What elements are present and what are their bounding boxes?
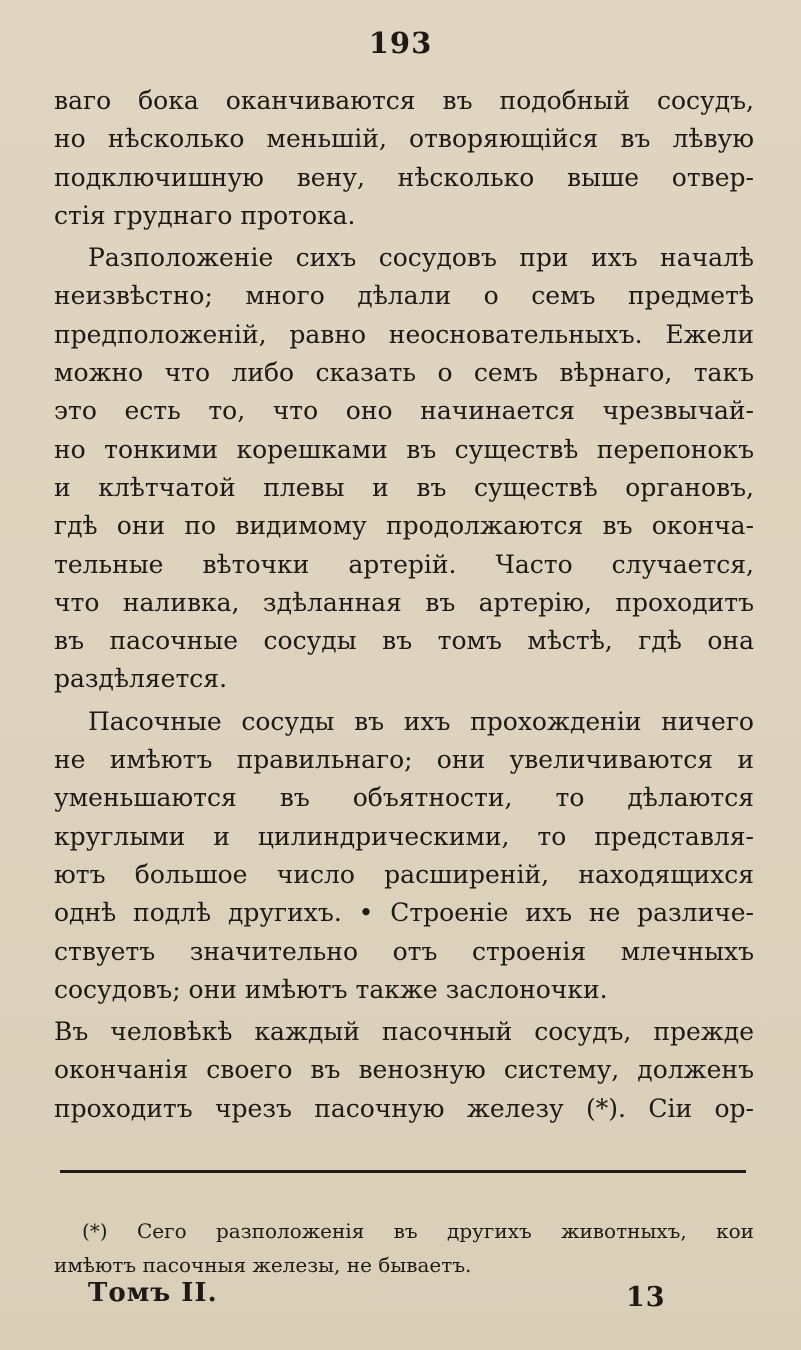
text-line: въ пасочные сосуды въ томъ мѣстѣ, гдѣ она (54, 626, 754, 656)
text-line: стія груднаго протока. (54, 200, 356, 230)
text-line: неизвѣстно; много дѣлали о семъ предметѣ (54, 281, 754, 311)
text-line: можно что либо сказать о семъ вѣрнаго, такъ (54, 358, 754, 388)
text-line: ствуетъ значительно отъ строенія млечныхъ (54, 936, 754, 966)
text-line: сосудовъ; они имѣютъ также заслоночки. (54, 974, 608, 1004)
text-line: уменьшаются въ объятности, то дѣлаются (54, 783, 754, 813)
footnote-line: имѣютъ пасочныя железы, не бываетъ. (54, 1253, 472, 1277)
text-line: и клѣтчатой плевы и въ существѣ органовъ, (54, 472, 754, 502)
text-line: тельные вѣточки артерій. Часто случается, (54, 549, 754, 579)
sheet-number: 13 (626, 1282, 666, 1313)
text-line: окончанія своего въ венозную систему, долженъ (54, 1055, 754, 1085)
text-line: гдѣ они по видимому продолжаются въ оконча- (54, 511, 754, 541)
text-line: но тонкими корешками въ существѣ перепонокъ (54, 434, 754, 464)
text-line: это есть то, что оно начинается чрезвычай- (54, 396, 754, 426)
footnote-divider (60, 1170, 746, 1173)
text-line: ютъ большое число расширеній, находящихся (54, 859, 754, 889)
text-line: не имѣютъ правильнаго; они увеличиваются и (54, 745, 754, 775)
text-line: что наливка, здѣланная въ артерію, проходитъ (54, 587, 754, 617)
text-line: круглыми и цилиндрическими, то представля- (54, 821, 754, 851)
body-text (54, 82, 754, 1128)
text-line: ваго бока оканчиваются въ подобный сосудъ, (54, 86, 754, 115)
volume-signature: Томъ II. (88, 1278, 218, 1308)
paragraph-first-line: Въ человѣкѣ каждый пасочный сосудъ, прежде (54, 1017, 754, 1047)
paragraph-first-line: Разположеніе сихъ сосудовъ при ихъ началѣ (88, 243, 754, 273)
footnote (54, 1214, 754, 1282)
text-line: но нѣсколько меньшій, отворяющійся въ лѣвую (54, 124, 754, 154)
text-line: проходитъ чрезъ пасочную железу (*). Сіи ор- (54, 1093, 754, 1123)
text-line: однѣ подлѣ другихъ. • Строеніе ихъ не различе- (54, 898, 754, 928)
text-line: раздѣляется. (54, 664, 228, 694)
paragraph-first-line: Пасочные сосуды въ ихъ прохожденіи ничего (88, 706, 754, 736)
footnote-line: (*) Сего разположенія въ другихъ животныхъ, кои (82, 1219, 754, 1243)
page-number: 193 (368, 26, 433, 60)
text-line: предположеній, равно неосновательныхъ. Ежели (54, 319, 754, 349)
text-line: подключишную вену, нѣсколько выше отвер- (54, 162, 754, 192)
